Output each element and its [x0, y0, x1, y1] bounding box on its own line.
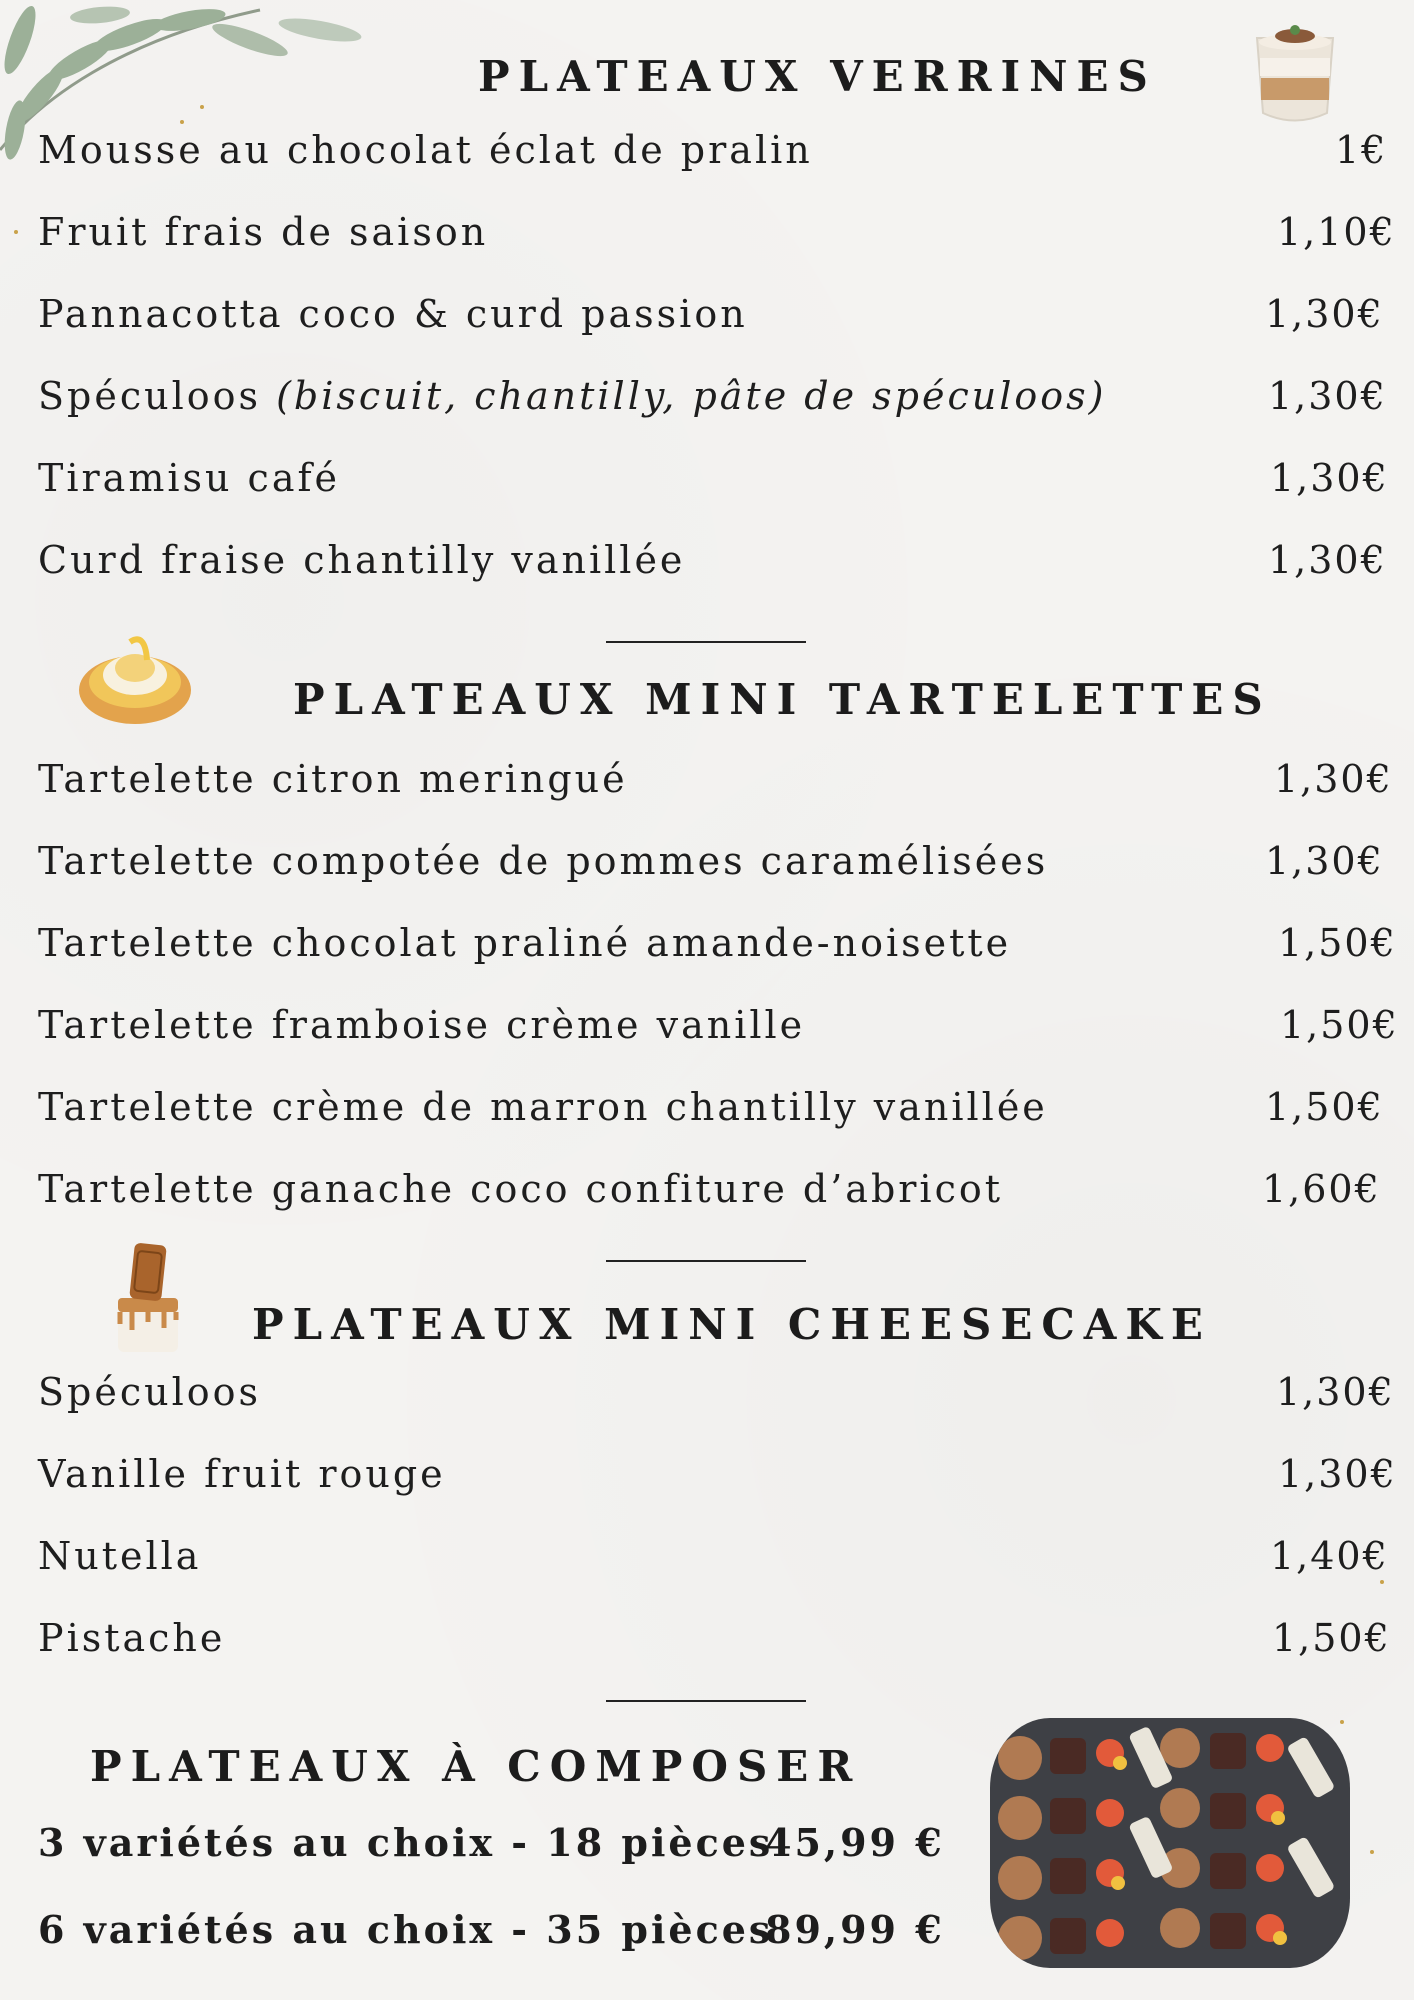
menu-item: Pannacotta coco & curd passion — [38, 292, 748, 336]
menu-price: 1,30€ — [1274, 757, 1393, 801]
menu-price: 1€ — [1335, 128, 1388, 172]
menu-price: 1,50€ — [1278, 921, 1397, 965]
section-title-cheesecake: PLATEAUX MINI CHEESECAKE — [252, 1300, 1212, 1349]
lemon-tart-photo — [75, 620, 200, 730]
verrine-photo — [1245, 18, 1345, 128]
menu-item: Spéculoos — [38, 1370, 262, 1414]
menu-item: Tartelette chocolat praliné amande-noisette — [38, 921, 1012, 965]
section-divider — [606, 1700, 806, 1702]
menu-price: 1,60€ — [1262, 1167, 1381, 1211]
menu-price: 1,40€ — [1270, 1534, 1389, 1578]
menu-price: 1,10€ — [1277, 210, 1396, 254]
platter-option: 3 variétés au choix - 18 pièces — [38, 1820, 774, 1865]
menu-item — [38, 374, 1106, 418]
menu-price: 1,30€ — [1278, 1452, 1397, 1496]
speculoos-cheesecake-photo — [108, 1240, 188, 1360]
menu-item: Fruit frais de saison — [38, 210, 489, 254]
menu-item: Vanille fruit rouge — [38, 1452, 446, 1496]
dessert-platter-photo — [990, 1718, 1350, 1968]
menu-price: 1,30€ — [1268, 374, 1387, 418]
menu-item-detail: (biscuit, chantilly, pâte de spéculoos) — [276, 374, 1107, 418]
menu-item: Tartelette citron meringué — [38, 757, 628, 801]
menu-item: Tartelette compotée de pommes caramélisées — [38, 839, 1049, 883]
menu-item: Mousse au chocolat éclat de pralin — [38, 128, 813, 172]
menu-price: 1,50€ — [1265, 1085, 1384, 1129]
menu-price: 1,30€ — [1276, 1370, 1395, 1414]
menu-price: 1,30€ — [1265, 292, 1384, 336]
menu-item: Tartelette crème de marron chantilly vanillée — [38, 1085, 1048, 1129]
menu-price: 1,30€ — [1265, 839, 1384, 883]
menu-price: 1,30€ — [1268, 538, 1387, 582]
menu-item-name: Spéculoos — [38, 374, 262, 418]
platter-price: 89,99 € — [765, 1907, 945, 1952]
menu-item: Pistache — [38, 1616, 226, 1660]
section-title-composer: PLATEAUX À COMPOSER — [90, 1742, 862, 1791]
platter-option: 6 variétés au choix - 35 pièces — [38, 1907, 774, 1952]
platter-price: 45,99 € — [765, 1820, 945, 1865]
menu-price: 1,30€ — [1270, 456, 1389, 500]
menu-item: Curd fraise chantilly vanillée — [38, 538, 686, 582]
section-divider — [606, 1260, 806, 1262]
menu-price: 1,50€ — [1280, 1003, 1399, 1047]
section-divider — [606, 641, 806, 643]
menu-item: Tartelette framboise crème vanille — [38, 1003, 806, 1047]
menu-item: Nutella — [38, 1534, 202, 1578]
menu-item: Tartelette ganache coco confiture d’abricot — [38, 1167, 1004, 1211]
menu-price: 1,50€ — [1272, 1616, 1391, 1660]
section-title-verrines: PLATEAUX VERRINES — [478, 52, 1157, 101]
menu-item: Tiramisu café — [38, 456, 341, 500]
section-title-tartelettes: PLATEAUX MINI TARTELETTES — [293, 675, 1272, 724]
